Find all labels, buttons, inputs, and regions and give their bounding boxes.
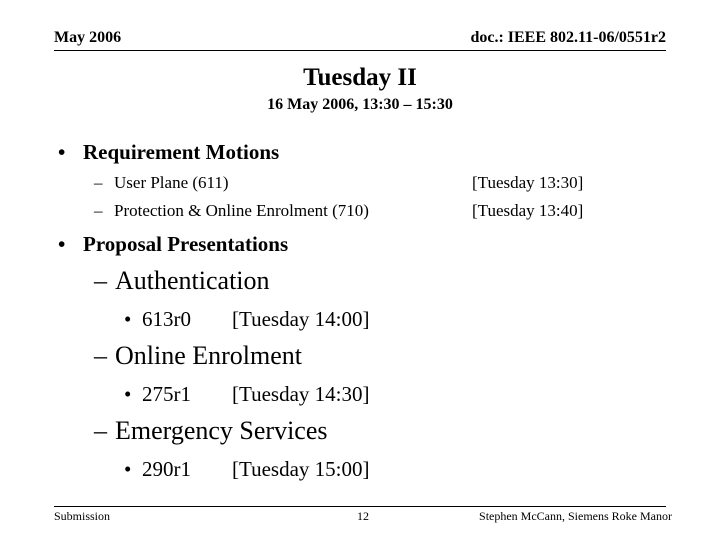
- dash-online-enrolment: –: [94, 341, 107, 370]
- footer-rule: [54, 506, 666, 507]
- dash-2: –: [94, 201, 103, 220]
- header-doc-id: doc.: IEEE 802.11-06/0551r2: [470, 29, 666, 46]
- group-authentication-doc: 613r0: [142, 307, 191, 331]
- requirement-motions-heading: Requirement Motions: [83, 140, 280, 164]
- bullet-2: •: [58, 232, 66, 256]
- motion-item-time: [Tuesday 13:30]: [472, 173, 584, 192]
- group-online-enrolment-label: Online Enrolment: [115, 341, 303, 370]
- bullet-authentication: •: [124, 307, 132, 331]
- bullet-online-enrolment: •: [124, 382, 132, 406]
- dash-authentication: –: [94, 266, 107, 295]
- motion-item-label: User Plane (611): [114, 173, 229, 192]
- proposal-presentations-heading: Proposal Presentations: [83, 232, 289, 256]
- slide-subtitle: 16 May 2006, 13:30 – 15:30: [267, 96, 453, 113]
- bullet-1: •: [58, 140, 66, 164]
- group-authentication-label: Authentication: [115, 266, 270, 295]
- group-authentication-time: [Tuesday 14:00]: [232, 307, 370, 331]
- header-date: May 2006: [54, 29, 122, 46]
- group-emergency-services-doc: 290r1: [142, 457, 191, 481]
- dash-emergency-services: –: [94, 416, 107, 445]
- slide-title: Tuesday II: [303, 64, 417, 91]
- dash-1: –: [94, 173, 103, 192]
- group-online-enrolment-time: [Tuesday 14:30]: [232, 382, 370, 406]
- group-emergency-services-time: [Tuesday 15:00]: [232, 457, 370, 481]
- footer-author: Stephen McCann, Siemens Roke Manor: [479, 509, 672, 523]
- header-rule: [54, 50, 666, 51]
- group-emergency-services-label: Emergency Services: [115, 416, 328, 445]
- motion-item-label: Protection & Online Enrolment (710): [114, 201, 369, 220]
- footer-page-number: 12: [357, 509, 369, 523]
- bullet-emergency-services: •: [124, 457, 132, 481]
- group-online-enrolment-doc: 275r1: [142, 382, 191, 406]
- motion-item-time: [Tuesday 13:40]: [472, 201, 584, 220]
- footer-submission: Submission: [54, 509, 111, 523]
